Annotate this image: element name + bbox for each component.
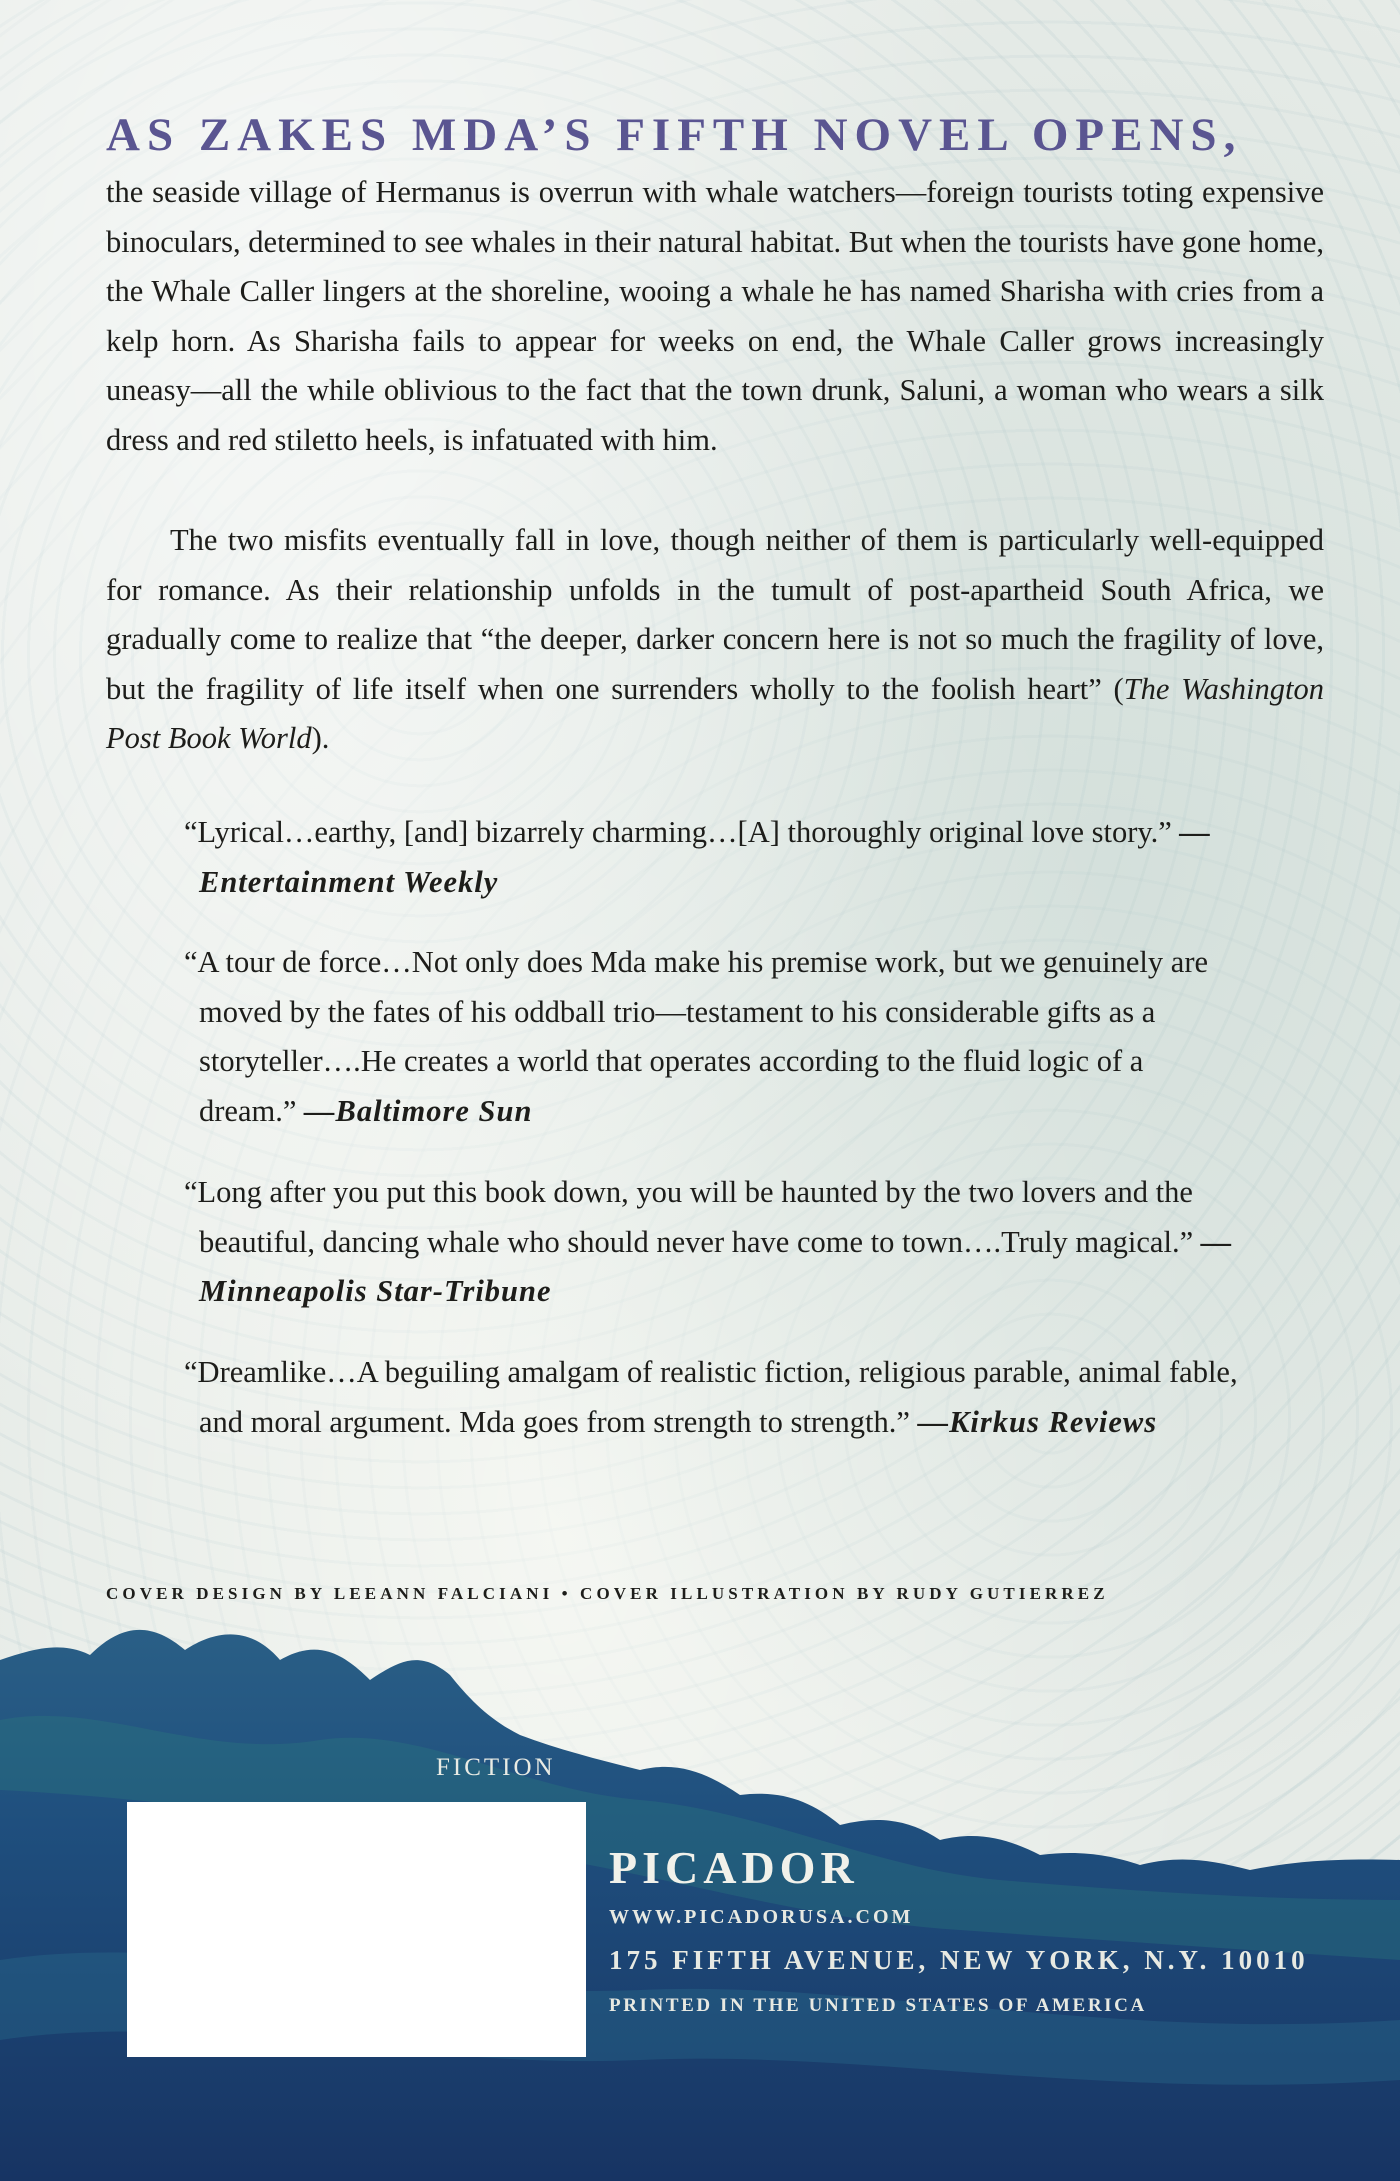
review-minneapolis-star-tribune <box>184 1168 1244 1317</box>
printed-in: PRINTED IN THE UNITED STATES OF AMERICA <box>609 1995 1147 2016</box>
review-source: —Entertainment Weekly <box>199 815 1211 899</box>
category-label: FICTION <box>436 1754 556 1781</box>
review-quote: “Long after you put this book down, you will be haunted by the two lovers and the beautiful, dancing whale who should never have come to town….Truly magical.” <box>184 1175 1194 1259</box>
review-kirkus-reviews <box>184 1348 1244 1447</box>
synopsis-paragraph-2 <box>106 516 1324 764</box>
synopsis-paragraph-2-end: ). <box>311 721 330 755</box>
review-baltimore-sun <box>184 938 1244 1136</box>
publisher-address: 175 FIFTH AVENUE, NEW YORK, N.Y. 10010 <box>609 1945 1309 1975</box>
review-source: —Kirkus Reviews <box>917 1404 1158 1439</box>
synopsis-paragraph-2-text: The two misfits eventually fall in love, though neither of them is particularly well-equipped for romance. As their relationship unfolds in the tumult of post-apartheid South Africa, we gradually come to realize that “the deeper, darker concern here is not so much the fragility of love, but the fragility of life itself when one surrenders wholly to the foolish heart” ( <box>106 523 1324 706</box>
review-quote: “Dreamlike…A beguiling amalgam of realistic fiction, religious parable, animal fable, and moral argument. Mda goes from strength to strength.” <box>184 1355 1238 1439</box>
review-quote: “Lyrical…earthy, [and] bizarrely charming…[A] thoroughly original love story.” <box>184 815 1172 849</box>
review-source: —Minneapolis Star-Tribune <box>199 1224 1233 1308</box>
publisher-name: PICADOR <box>609 1842 859 1893</box>
opening-line: AS ZAKES MDA’S FIFTH NOVEL OPENS, <box>106 109 1243 161</box>
synopsis-paragraph-2-source: The Washington Post Book World <box>106 671 1324 755</box>
review-entertainment-weekly <box>184 808 1244 907</box>
publisher-url: WWW.PICADORUSA.COM <box>609 1906 914 1928</box>
synopsis-paragraph-1: the seaside village of Hermanus is overrun with whale watchers—foreign tourists toting expensive binoculars, determined to see whales in their natural habitat. But when the tourists have gone home, the Whale Caller lingers at the shoreline, wooing a whale he has named Sharisha with cries from a kelp horn. As Sharisha fails to appear for weeks on end, the Whale Caller grows increasingly uneasy—all the while oblivious to the fact that the town drunk, Saluni, a woman who wears a silk dress and red stiletto heels, is infatuated with him. <box>106 175 1324 457</box>
cover-credits: COVER DESIGN BY LEEANN FALCIANI • COVER ILLUSTRATION BY RUDY GUTIERREZ <box>106 1584 1109 1603</box>
review-source: —Baltimore Sun <box>304 1093 533 1128</box>
review-quote: “A tour de force…Not only does Mda make his premise work, but we genuinely are moved by the fates of his oddball trio—testament to his considerable gifts as a storyteller….He creates a world that operates according to the fluid logic of a dream.” <box>184 945 1209 1128</box>
barcode-area <box>127 1802 586 2057</box>
